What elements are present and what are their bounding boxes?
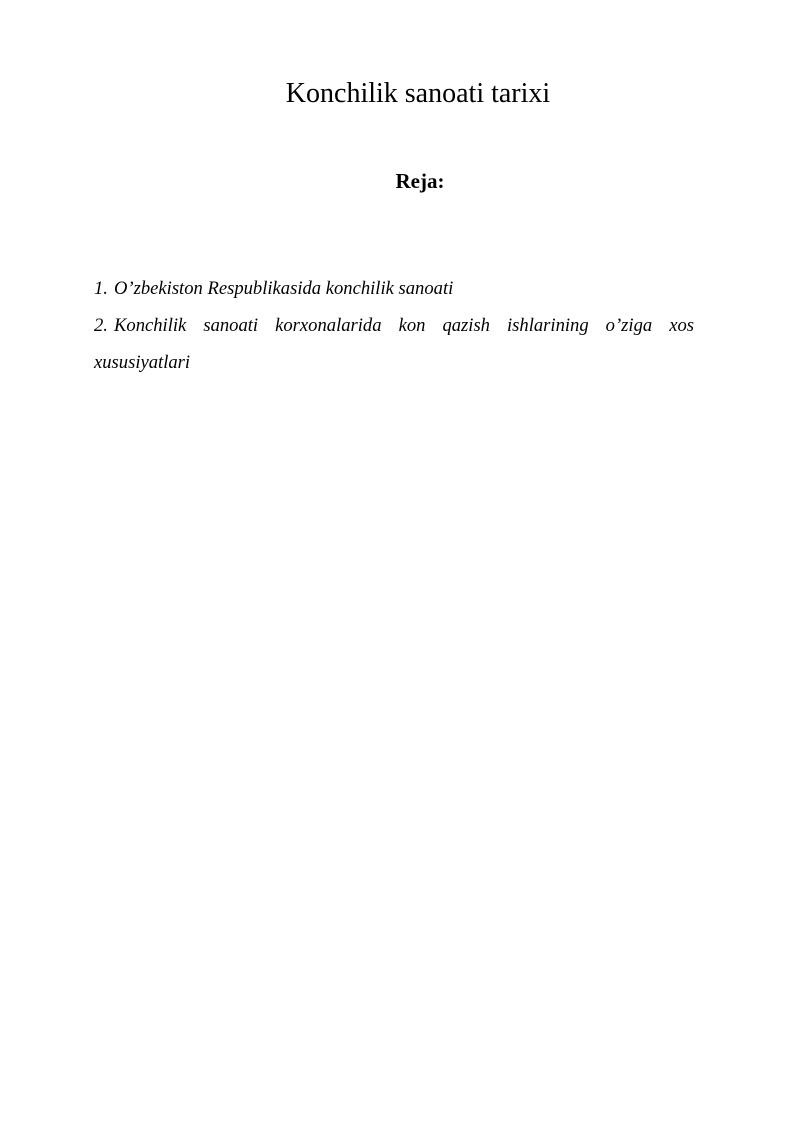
plan-item-text: Konchilik sanoati korxonalarida kon qazish ishlarining o’ziga xos — [114, 315, 694, 336]
plan-list — [94, 270, 694, 381]
plan-item-text-continuation: xususiyatlari — [94, 352, 191, 373]
plan-item-1 — [94, 270, 694, 307]
plan-item-2 — [94, 307, 694, 381]
plan-item-number: 2. — [94, 315, 108, 336]
plan-item-text: O’zbekiston Respublikasida konchilik sanoati — [114, 278, 454, 299]
document-title: Konchilik sanoati tarixi — [285, 78, 551, 109]
plan-item-number: 1. — [94, 278, 108, 299]
plan-heading: Reja: — [395, 169, 445, 193]
